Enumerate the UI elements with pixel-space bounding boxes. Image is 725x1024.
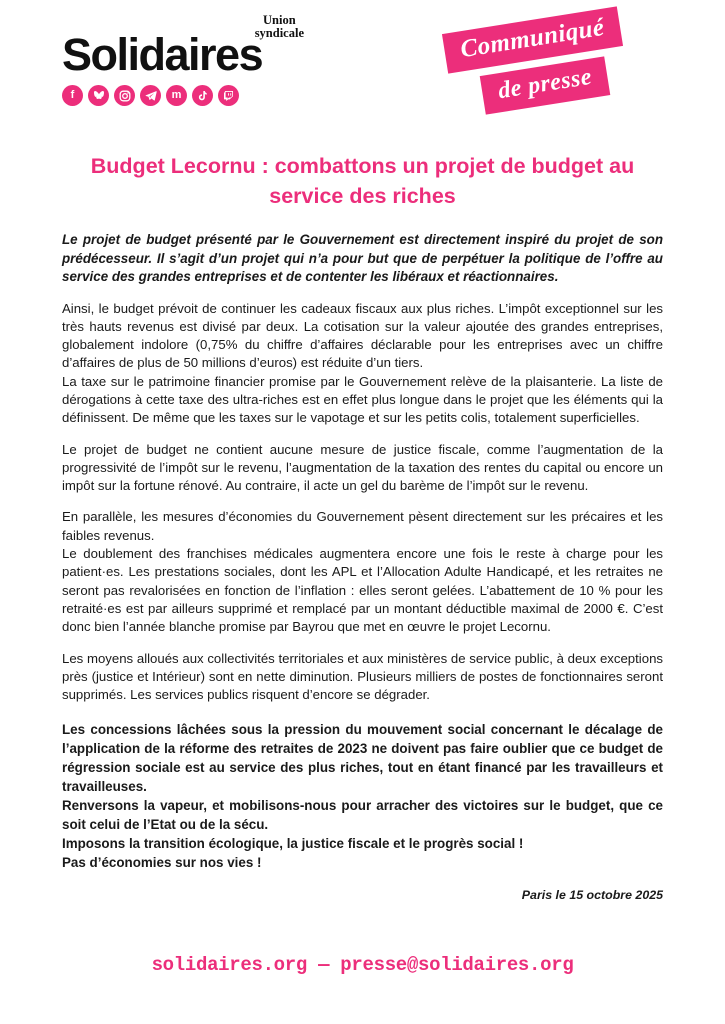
logo-union-line2: syndicale [254,26,304,40]
telegram-icon[interactable] [140,85,161,106]
body-paragraph: Le projet de budget ne contient aucune mesure de justice fiscale, comme l’augmentation de la progressivité de l’impôt sur le revenu, l’augmentation de la taxation des rentes du capital ou encore un impôt sur la fortune rénové. Au contraire, il acte un gel du barème de l’impôt sur le revenu. [62,441,663,494]
logo-union-line1: Union [263,13,296,27]
body-paragraph: Le doublement des franchises médicales augmentera encore une fois le reste à charge pour les patient·es. Les prestations sociales, dont les APL et l’Allocation Adulte Handicapé, et les retraites ne seront pas revalorisées en fonction de l’inflation : elles seront gelées. L’abattement de 10 % pour les retraité·es est par ailleurs supprimé et remplacé par un montant déductible maximal de 2000 €. C’est donc bien l’année blanche promise par Bayrou que met en œuvre le projet Lecornu. [62,546,663,635]
solidaires-logo[interactable] [62,13,312,106]
document-conclusion [62,720,663,872]
facebook-icon[interactable]: f [62,85,83,106]
logo-union-tagline [255,14,304,40]
document-lede: Le projet de budget présenté par le Gouvernement est directement inspiré du projet de son prédécesseur. Il s’agit d’un projet qui n’a pour but que de perpétuer la politique de l’offre au service des grandes entreprises et de contenter les libéraux et réactionnaires. [62,232,663,284]
page-title: Budget Lecornu : combattons un projet de budget au service des riches [90,154,635,208]
tiktok-icon[interactable] [192,85,213,106]
document-header [62,0,663,125]
document-footer [0,954,725,976]
footer-contact[interactable]: solidaires.org — presse@solidaires.org [151,954,574,976]
stamp-line-1: Communiqué [442,6,623,73]
logo-wordmark: Solidaires [62,29,263,80]
body-paragraph: La taxe sur le patrimoine financier promise par le Gouvernement relève de la plaisanterie. La liste de dérogations à cette taxe des ultra-riches est en effet plus longue dans le projet que les éléments qui la définissent. De même que les taxes sur le vapotage et sur les petits colis, totalement superficielles. [62,373,663,426]
mastodon-icon[interactable]: m [166,85,187,106]
conclusion-paragraph: Pas d’économies sur nos vies ! [62,855,262,871]
signature-date: Paris le 15 octobre 2025 [521,888,663,903]
press-release-stamp [410,14,655,119]
conclusion-paragraph: Renversons la vapeur, et mobilisons-nous pour arracher des victoires sur le budget, que ce soit celui de l’Etat ou de la sécu. [62,798,663,833]
conclusion-paragraph: Les concessions lâchées sous la pression du mouvement social concernant le décalage de l’application de la réforme des retraites de 2023 ne doivent pas faire oublier que ce budget de régression sociale est au service des plus riches, tout en étant financé par les travailleurs et travailleuses. [62,722,663,795]
conclusion-paragraph: Imposons la transition écologique, la justice fiscale et le progrès social ! [62,836,524,852]
instagram-icon[interactable] [114,85,135,106]
body-paragraph: En parallèle, les mesures d’économies du Gouvernement pèsent directement sur les précaires et les faibles revenus. [62,509,663,543]
body-paragraph: Ainsi, le budget prévoit de continuer les cadeaux fiscaux aux plus riches. L’impôt exceptionnel sur les très hauts revenus est divisé par deux. La cotisation sur la valeur ajoutée des grandes entreprises, globalement indolore (0,75% du chiffre d’affaires déclarable pour les entreprises avec un chiffre d’affaires de plus de 50 millions d’euros) est réduite d’un tiers. [62,300,663,371]
body-paragraph: Les moyens alloués aux collectivités territoriales et aux ministères de service public, à deux exceptions près (justice et Intérieur) sont en nette diminution. Plusieurs milliers de postes de fonctionnaires seront supprimés. Les services publics risquent d’encore se dégrader. [62,650,663,703]
social-links [62,85,312,106]
bluesky-icon[interactable] [88,85,109,106]
twitch-icon[interactable] [218,85,239,106]
stamp-line-2: de presse [480,56,611,114]
